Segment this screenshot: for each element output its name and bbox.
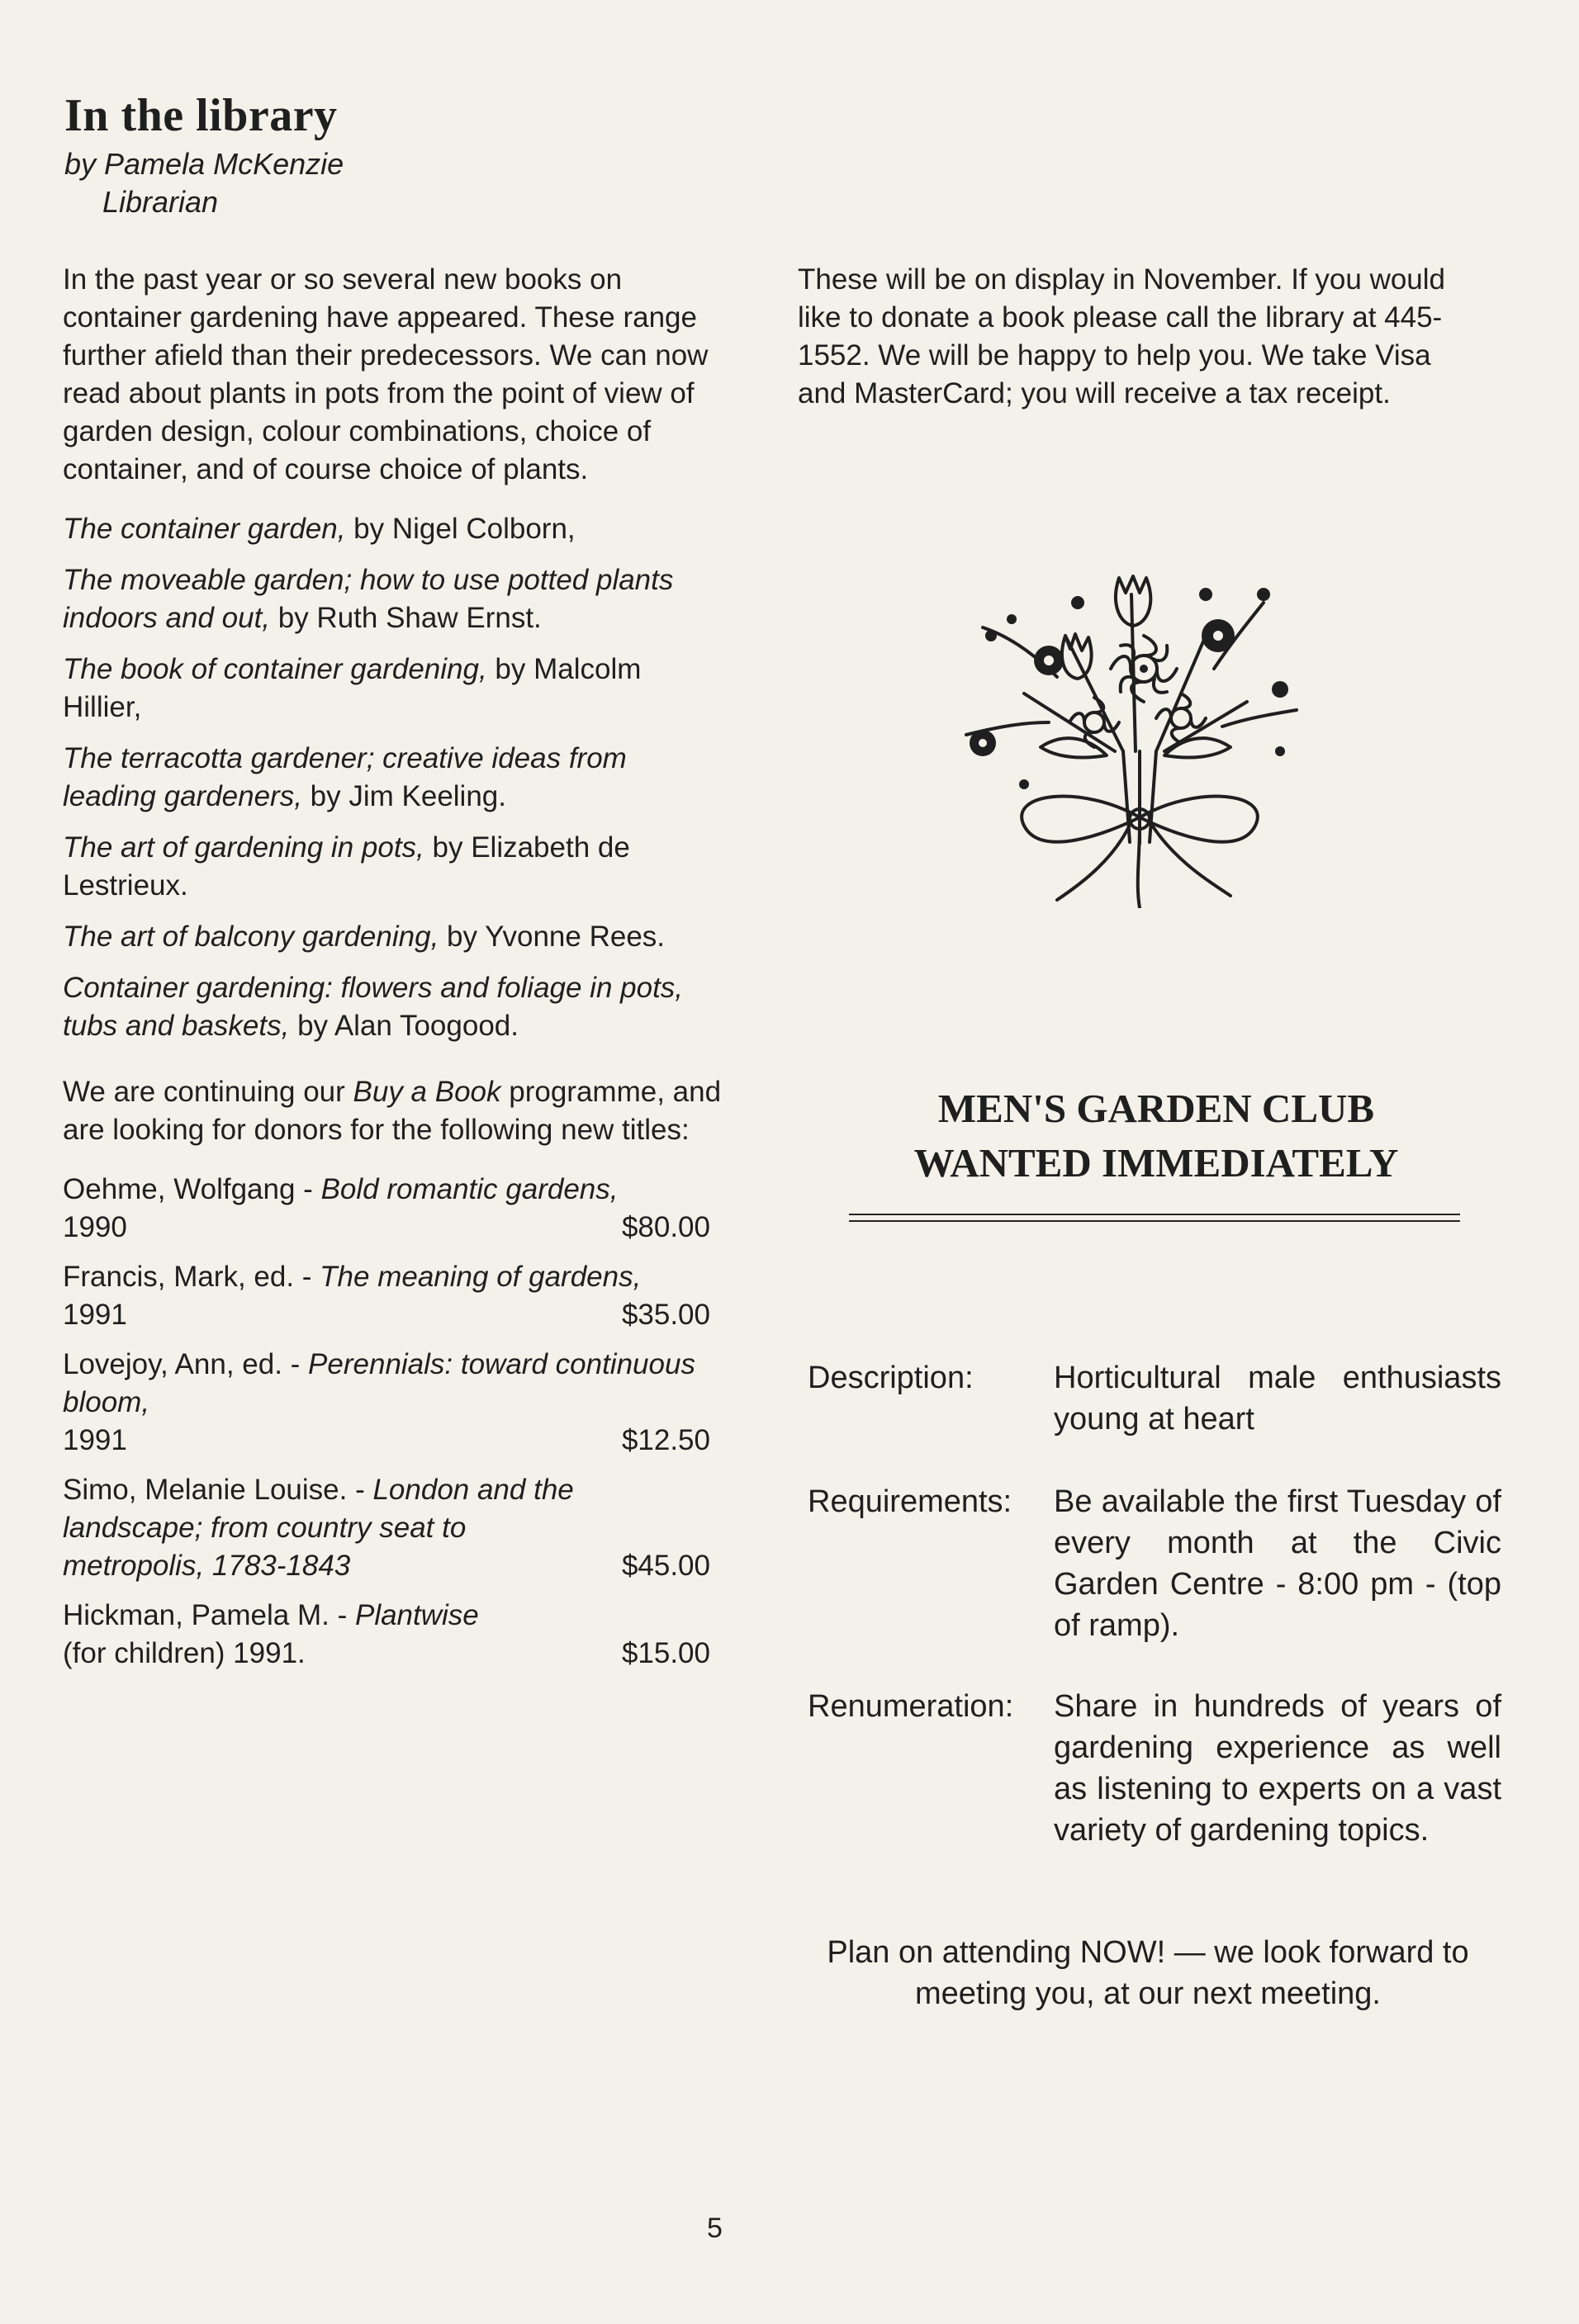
requirement-label: Description: [808,1361,974,1395]
wanted-title: Bold romantic gardens, [320,1173,619,1205]
display-note-paragraph: These will be on display in November. If you would like to donate a book please call the library at 445-1552. We will be happy to help you. We take Visa and MasterCard; you will receive a tax receipt. [798,263,1446,409]
wanted-title-entry [63,1471,723,1585]
book-author: by Yvonne Rees. [439,921,666,953]
book-title: The book of container gardening, [63,653,487,685]
wanted-title-entry [63,1171,723,1247]
club-requirements-row [808,1481,1501,1646]
wanted-year: 1991 [63,1299,127,1331]
left-column [63,261,723,1684]
wanted-author: Hickman, Pamela M. - [63,1599,355,1631]
wanted-author: Francis, Mark, ed. - [63,1261,320,1293]
book-author: by Malcolm Hillier, [63,653,642,723]
wanted-price: $80.00 [621,1211,710,1243]
intro-paragraph: In the past year or so several new books on container gardening have appeared. These range further afield than their predecessors. We can now read about plants in pots from the point of view of garden design, colour combinations, choice of container, and of course choice of plants. [63,263,709,485]
requirement-value: Share in hundreds of years of gardening experience as well as listening to experts on a vast variety of gardening topics. [1054,1689,1501,1848]
book-entry [63,969,723,1045]
bleed-through-decoration [429,124,454,238]
article-title: In the library [64,90,338,141]
wanted-year: 1990 [63,1211,127,1243]
book-list [63,510,723,1045]
buy-a-book-paragraph [63,1073,723,1149]
book-author: by Elizabeth de Lestrieux. [63,831,630,902]
club-renumeration-row [808,1686,1501,1851]
book-author: by Nigel Colborn, [345,513,576,545]
book-author: by Jim Keeling. [301,780,506,812]
wanted-title: London and the landscape; from country seat to metropolis, 1783-1843 [63,1474,574,1582]
book-entry [63,918,723,956]
book-title: The container garden, [63,513,346,545]
book-title: The art of balcony gardening, [63,921,439,953]
buy-a-book-outro: programme, and are looking for donors for the following new titles: [63,1076,722,1146]
requirement-value: Be available the first Tuesday of every month at the Civic Garden Centre - 8:00 pm - (top of ramp). [1054,1484,1501,1643]
book-title: The terracotta gardener; creative ideas from leading gardeners, [63,742,627,812]
club-closing-note: Plan on attending NOW! — we look forward to meeting you, at our next meeting. [827,1935,1469,2011]
wanted-title-entry [63,1346,723,1460]
requirement-label: Requirements: [808,1484,1012,1519]
author-role: Librarian [102,185,219,219]
book-title: Container gardening: flowers and foliage in pots, tubs and baskets, [63,972,684,1042]
wanted-title: The meaning of gardens, [320,1261,642,1293]
book-entry [63,829,723,905]
flower-bouquet-icon [933,545,1330,908]
wanted-year: 1991 [63,1424,127,1456]
book-entry [63,651,723,727]
book-entry [63,740,723,816]
book-entry [63,561,723,637]
book-title: The art of gardening in pots, [63,831,424,864]
wanted-author: Oehme, Wolfgang - [63,1173,321,1205]
wanted-title-entry [63,1258,723,1334]
page-number: 5 [707,2213,723,2244]
club-heading-rule [849,1214,1460,1215]
wanted-year: (for children) 1991. [63,1637,306,1669]
requirement-label: Renumeration: [808,1689,1014,1724]
author-name: by Pamela McKenzie [64,147,344,181]
buy-a-book-intro: We are continuing our [63,1076,353,1108]
book-title: The moveable garden; how to use potted plants indoors and out, [63,564,674,634]
wanted-price: $12.50 [621,1424,710,1456]
wanted-title: Plantwise [354,1599,479,1631]
club-heading-line2: WANTED IMMEDIATELY [913,1140,1399,1186]
article-byline [64,145,344,221]
wanted-price: $45.00 [621,1550,710,1582]
club-heading [842,1082,1470,1190]
club-description-row [808,1357,1501,1440]
wanted-price: $35.00 [621,1299,710,1331]
book-author: by Ruth Shaw Ernst. [270,602,542,634]
wanted-author: Simo, Melanie Louise. - [63,1474,373,1506]
book-author: by Alan Toogood. [289,1010,519,1042]
club-heading-line1: MEN'S GARDEN CLUB [937,1086,1375,1131]
wanted-author: Lovejoy, Ann, ed. - [63,1348,309,1380]
book-entry [63,510,723,548]
right-column [798,261,1458,434]
wanted-title-entry [63,1597,723,1673]
buy-a-book-program-name: Buy a Book [353,1076,501,1108]
wanted-title: Perennials: toward continuous bloom, [63,1348,695,1418]
wanted-price: $15.00 [621,1637,710,1669]
requirement-value: Horticultural male enthusiasts young at heart [1054,1361,1501,1437]
wanted-titles-list [63,1171,723,1673]
club-heading-rule [849,1220,1460,1222]
